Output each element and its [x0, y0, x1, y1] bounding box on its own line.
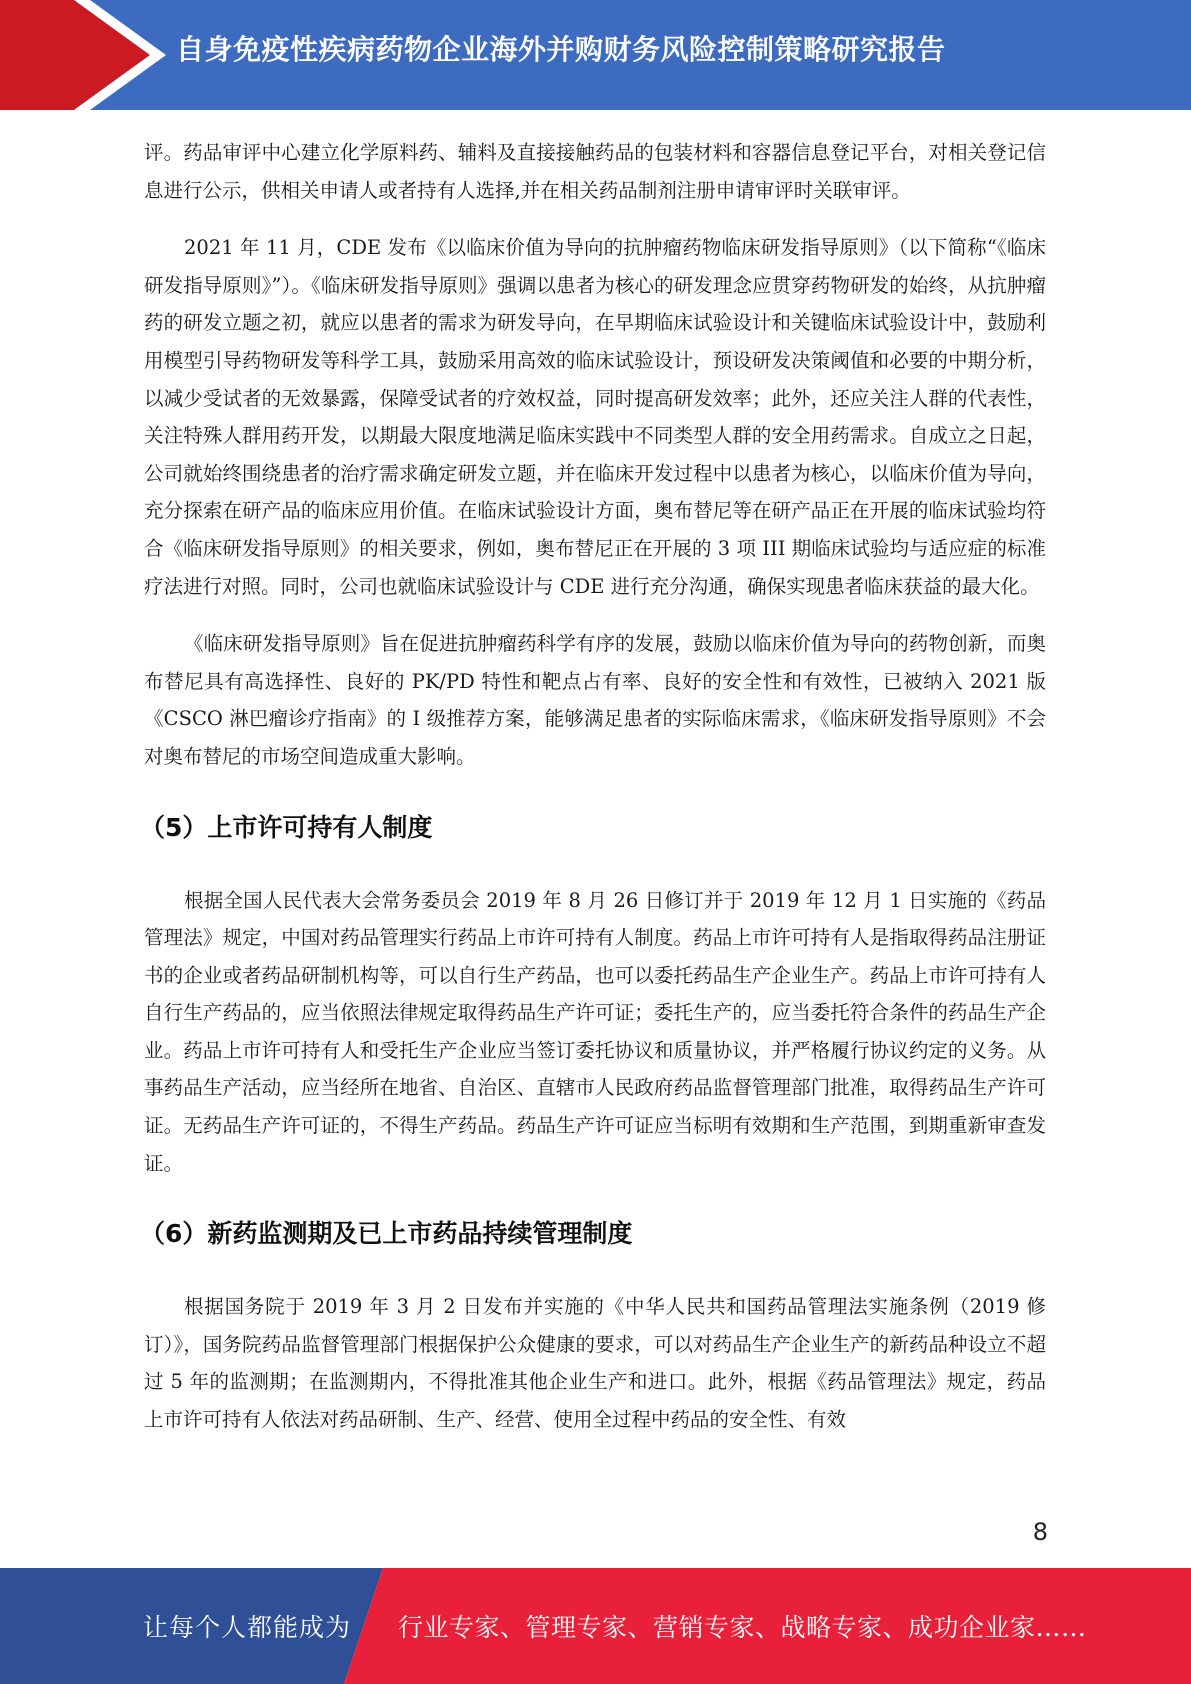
section-heading: （6）新药监测期及已上市药品持续管理制度 [140, 1219, 633, 1249]
section-heading: （5）上市许可持有人制度 [140, 812, 433, 842]
footer-slogan-right: 行业专家、管理专家、营销专家、战略专家、成功企业家…… [398, 1613, 1087, 1642]
footer-slogan-left: 让每个人都能成为 [143, 1613, 352, 1642]
paragraph: 2021 年 11 月，CDE 发布《以临床价值为导向的抗肿瘤药物临床研发指导原则》（以下简称“《临床研发指导原则》”）。《临床研发指导原则》强调以患者为核心的研发理念应贯穿药物研发的始终，从抗肿瘤药的研发立题之初，就应以患者的需求为研发导向，在早期临床试验设计和关键临床试验设计中，鼓励利用模型引导药物研发等科学工具，鼓励采用高效的临床试验设计，预设研发决策阈值和必要的中期分析，以减少受试者的无效暴露，保障受试者的疗效权益，同时提高研发效率；此外，还应关注人群的代表性，关注特殊人群用药开发，以期最大限度地满足临床实践中不同类型人群的安全用药需求。自成立之日起，公司就始终围绕患者的治疗需求确定研发立题，并在临床开发过程中以患者为核心，以临床价值为导向，充分探索在研产品的临床应用价值。在临床试验设计方面，奥布替尼等在研产品正在开展的临床试验均符合《临床研发指导原则》的相关要求，例如，奥布替尼正在开展的 3 项 III 期临床试验均与适应症的标准疗法进行对照。同时，公司也就临床试验设计与 CDE 进行充分沟通，确保实现患者临床获益的最大化。 [144, 236, 1046, 598]
page-header [0, 0, 1191, 110]
page-number: 8 [1032, 1518, 1048, 1546]
header-title: 自身免疫性疾病药物企业海外并购财务风险控制策略研究报告 [176, 33, 946, 66]
paragraph: 评。药品审评中心建立化学原料药、辅料及直接接触药品的包装材料和容器信息登记平台，对相关登记信息进行公示，供相关申请人或者持有人选择,并在相关药品制剂注册申请审评时关联审评。 [144, 141, 1046, 202]
document-body [140, 134, 1046, 1439]
page-footer [0, 1568, 1191, 1684]
paragraph: 《临床研发指导原则》旨在促进抗肿瘤药科学有序的发展，鼓励以临床价值为导向的药物创新，而奥布替尼具有高选择性、良好的 PK/PD 特性和靶点占有率、良好的安全性和有效性，已被纳入 2021 版《CSCO 淋巴瘤诊疗指南》的 I 级推荐方案，能够满足患者的实际临床需求，《临床研发指导原则》不会对奥布替尼的市场空间造成重大影响。 [144, 632, 1046, 768]
paragraph: 根据全国人民代表大会常务委员会 2019 年 8 月 26 日修订并于 2019 年 12 月 1 日实施的《药品管理法》规定，中国对药品管理实行药品上市许可持有人制度。药品上市许可持有人是指取得药品注册证书的企业或者药品研制机构等，可以自行生产药品，也可以委托药品生产企业生产。药品上市许可持有人自行生产药品的，应当依照法律规定取得药品生产许可证；委托生产的，应当委托符合条件的药品生产企业。药品上市许可持有人和受托生产企业应当签订委托协议和质量协议，并严格履行协议约定的义务。从事药品生产活动，应当经所在地省、自治区、直辖市人民政府药品监督管理部门批准，取得药品生产许可证。无药品生产许可证的，不得生产药品。药品生产许可证应当标明有效期和生产范围，到期重新审查发证。 [144, 888, 1046, 1175]
paragraph: 根据国务院于 2019 年 3 月 2 日发布并实施的《中华人民共和国药品管理法实施条例（2019 修订）》，国务院药品监督管理部门根据保护公众健康的要求，可以对药品生产企业生产的新药品种设立不超过 5 年的监测期；在监测期内，不得批准其他企业生产和进口。此外，根据《药品管理法》规定，药品上市许可持有人依法对药品研制、生产、经营、使用全过程中药品的安全性、有效 [144, 1295, 1046, 1432]
